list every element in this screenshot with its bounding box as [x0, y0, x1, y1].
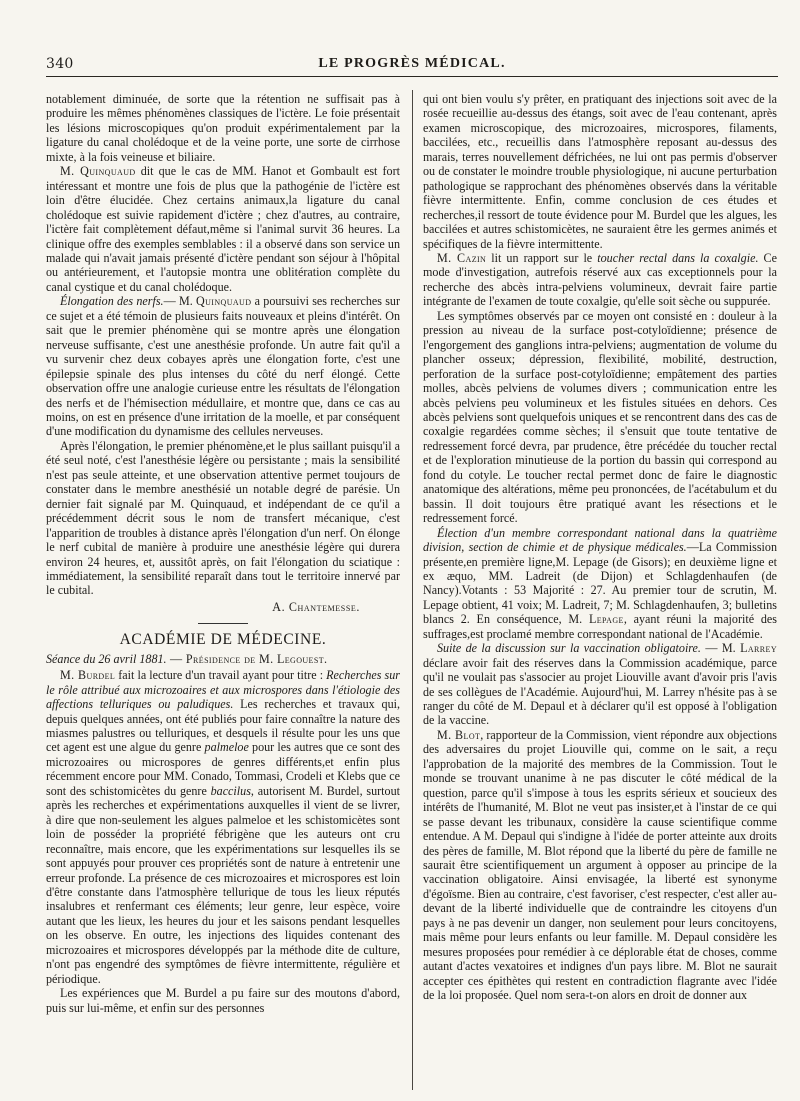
paragraph [46, 294, 400, 439]
paragraph-text: Ce mode d'investigation, autrefois réservé aux cas exceptionnels pour la recherche des abcès intra-pelviens volumineux, devrait faire partie intégrante de l'examen de toute coxalgie, qu'elle soit sèche ou suppurée. [423, 250, 777, 309]
paragraph: Après l'élongation, le premier phénomène,et le plus saillant puisqu'il a été seul noté, c'est l'anesthésie légère ou persistante ; mais la sensibilité n'est pas seule atteinte, et une observation attentive permet toujours de constater dans le membre anesthésié un notable degré de parésie. Un dernier fait signalé par M. Quinquaud, et indépendant de ce qu'il a précédemment décrit sous le nom de transfert mécanique, c'est l'apparition de troubles à distance après l'élongation d'un nerf. On élonge le nerf cubital de manière à produire une anesthésie légère qui durera environ 24 heures, et, aussitôt après, on fait l'élongation du sciatique : immédiatement, la sensibilité reparaît dans tout le territoire innervé par le cubital. [46, 438, 400, 598]
paragraph-text: dit que le cas de MM. Hanot et Gombault est fort intéressant et montre une fois de plus que la pathogénie de l'ictère est loin d'être élucidée. Chez certains animaux,la ligature du canal cholédoque est suivie rapidement d'ictère ; chez d'autres, au contraire, l'ictère fait complètement défaut,même si l'animal survit 36 heures. La clinique offre des exemples semblables : il a observé dans son service un malade qui n'avait jamais présenté d'ictère pendant son séjour à l'hôpital ou antérieurement, et l'autopsie montra une oblitération complète du canal cystique et du canal cholédoque. [46, 164, 400, 294]
speaker-name: M. Burdel [60, 668, 116, 683]
work-title: Recherches sur le rôle attribué aux microzoaires et aux microspores dans l'étiologie des affections telluriques ou paludiques. [46, 668, 400, 712]
session-line [46, 652, 400, 666]
page-number: 340 [46, 56, 74, 72]
paragraph: qui ont bien voulu s'y prêter, en pratiquant des injections soit avec de la rosée recueillie au-dessus des étangs, soit avec de l'eau contenant, après examen microscopique, des microzoaires, microspores, filaments, baccilées, etc., recueillis dans l'atmosphère reposant au-dessus des marais, terres nouvellement défrichées, ne lui ont pas permis d'observer ou de constater le moindre trouble physiologique, ni aucune perturbation pathologique se rapprochant des phénomènes observés dans la véritable fièvre intermittente. Enfin, comme conclusion de ces études et recherches,il ressort de toute évidence pour M. Burdel que les algues, les baccilées et autres schistomicètes, ne sauraient être les germes animés et spécifiques de la fièvre intermittente. [423, 92, 777, 251]
paragraph-text: , autorisent M. Burdel, surtout après les recherches et expérimentations auxquelles il vient de se livrer, à dire que non-seulement les algues palmeloe et les schistomicètes sont loin de posséder la propriété fébrigène que les auteurs ont cru reconnaître, mais encore, que les expérimentations sur lesquelles ils se sont appuyés pour prouver ces propriétés sont de nature à entretenir une erreur profonde. La présence de ces microzoaires et microspores est loin d'être constante dans l'atmosphère tellurique de tous les lieux réputés insalubres et renfermant ces éléments; leur genre, leur espèce, voire autant que les lieux, les heures du jour et les saisons pendant lesquelles on les observe. En outre, les injections des liquides contenant des microzoaires et microspores développés par la méthode dite de culture, n'ont pas engendré des symptômes de fièvre intermittente, régulière et périodique. [46, 783, 400, 986]
section-title: ACADÉMIE DE MÉDECINE. [119, 631, 327, 649]
genus-name: baccilus [210, 783, 251, 798]
paragraph: Les expériences que M. Burdel a pu faire sur des moutons d'abord, puis sur lui-même, et enfin sur des personnes [46, 986, 400, 1015]
paragraph-text: fait la lecture d'un travail ayant pour titre : [115, 668, 327, 683]
subheading: Suite de la discussion sur la vaccination obligatoire. [437, 641, 701, 656]
speaker-name: M. Blot [437, 727, 481, 742]
dash: — M. [163, 294, 196, 309]
page-header [46, 54, 778, 77]
subheading: Élection d'un membre correspondant national dans la quatrième division, section de chimie et de physique médicales. [423, 525, 777, 555]
section-divider [198, 623, 248, 624]
paragraph [423, 641, 777, 728]
paragraph-text: lit un rapport sur le [486, 250, 598, 265]
right-column [423, 92, 777, 1092]
paragraph-text: a poursuivi ses recherches sur ce sujet et a été témoin de plusieurs faits nouveaux et pleins d'intérêt. On sait que le premier phénomène qui se montre après une élongation nerveuse suffisante, c'est une anesthésie profonde. Un autre fait qu'il a vu survenir chez deux cobayes après une élongation forte, c'est une épilepsie spinale des plus intenses du côté du nerf élongé. Cette observation offre une analogie curieuse entre les résultats de l'élongation des nerfs et de l'hémisection médullaire, et montre que, dans ce cas au moins, on est en présence d'une irritation de la moelle, et par conséquent d'une modification du dynamisme des cellules nerveuses. [46, 294, 400, 439]
genus-name: palmeloe [204, 740, 249, 755]
session-date: Séance du 26 avril 1881. [46, 651, 167, 666]
left-column [46, 92, 400, 1092]
paragraph [423, 728, 777, 1003]
paragraph-text: , ayant réuni la majorité des suffrages,est proclamé membre correspondant national de l'Académie. [423, 612, 777, 641]
paragraph: Les symptômes observés par ce moyen ont consisté en : douleur à la pression au niveau de la surface post-cotyloïdienne; présence de l'engorgement des ganglions intra-pelviens; augmentation de volume du plancher osseux; dépression, flexibilité, mobilité, destruction, perforation de la surface post-cotyloïdienne; empâtement des parties molles, abcès pelviens de volumes divers ; communication entre les abcès pelviens peu volumineux et les fistules situées en dehors. Ces abcès pelviens sont quelquefois uniques et se rencontrent dans des cas de coxalgie regardées comme sèches; il s'ensuit que toute tentative de redressement forcé devra, par prudence, être précédée du toucher rectal et de l'exploration minutieuse de la portion du bassin qui correspond au fond du cotyle. Le toucher rectal permet donc de faire le diagnostic anatomique des altérations, même peu prononcées, de l'acétabulum et du bassin. Il doit toujours être pratiqué avant les résections et le redressement forcé. [423, 308, 777, 526]
report-title: toucher rectal dans la coxalgie. [597, 250, 759, 265]
speaker-name: M. Cazin [437, 250, 487, 265]
running-title: LE PROGRÈS MÉDICAL. [318, 56, 506, 71]
paragraph-text: , rapporteur de la Commission, vient répondre aux objections des adversaires du projet Liouville qui, comme on le sait, a reçu l'approbation de la majorité des membres de la Commission. Tout le monde se trouvant unanime à ne pas discuter le côté médical de la question, parce qu'il s'impose à tous les esprits sérieux et soucieux des intérêts de l'humanité, M. Blot ne veut pas insister,et à l'instar de ce qui se passe devant les tribunaux, considère la cause scientifique comme entendue. A M. Depaul qui s'indigne à l'idée de porter atteinte aux droits des pères de famille, M. Blot répond que la liberté du père de famille ne saurait être scientifiquement un argument à opposer au principe de la vaccination obligatoire. Ainsi envisagée, la liberté est synonyme d'égoïsme. Bien au contraire, c'est favoriser, c'est respecter, c'est aller au-devant de la liberté individuelle que de contraindre les citoyens d'un pays à ne pas devenir un danger, non seulement pour leurs concitoyens, mais même pour leurs enfants ou leur famille. M. Depaul considère les mesures proposées pour remédier à ce déplorable état de choses, comme autant d'actes vexatoires et indignes d'un pays libre. M. Blot ne saurait accepter ces épithètes qui restent en contradiction flagrante avec l'idée de la loi proposée. Quel nom sera-t-on alors en droit de donner aux [423, 727, 777, 1003]
paragraph [423, 526, 777, 642]
paragraph-text: pour les autres que ce sont des microzoaires ou microspores de genres différents,et enfin plus récemment encore pour MM. Conado, Tommasi, Crodeli et Klebs que ce sont des schistomicètes du genre [46, 740, 400, 798]
paragraph-text: Les recherches et travaux qui, depuis quelques années, ont été publiés pour faire connaître la nature des miasmes palustres ou telluriques, et desquels il résulte pour les uns que cet agent est une algue du genre [46, 697, 400, 755]
speaker-name: Larrey [740, 641, 777, 656]
subheading: Élongation des nerfs. [60, 294, 164, 309]
paragraph: notablement diminuée, de sorte que la rétention ne suffisait pas à produire les mêmes phénomènes classiques de l'ictère. Le foie présentait les lésions microscopiques qu'on produit expérimentalement par la ligature du canal cholédoque et de la veine porte, une sorte de cirrhose mixte, à la fois veineuse et biliaire. [46, 92, 400, 164]
paragraph [46, 164, 400, 294]
paragraph [46, 668, 400, 986]
dash: — M. [700, 641, 741, 656]
paragraph [423, 251, 777, 309]
signature-text: A. Chantemesse. [272, 599, 360, 614]
speaker-name: M. Quinquaud [60, 164, 136, 179]
paragraph-text: —La Commission présente,en première ligne,M. Lepage (de Gisors); en deuxième ligne et ex æquo, MM. Ladreit (de Dijon) et Schlagdenhaufen (de Nancy).Votants : 53 Majorité : 27. Au premier tour de scrutin, M. Lepage obtient, 41 voix; M. Ladreit, 7; M. Schlagdenhaufen, 3; bulletins blancs 2. En conséquence, M. [423, 540, 777, 627]
journal-page [46, 54, 778, 1089]
author-signature [46, 600, 400, 614]
speaker-name: Quinquaud [195, 294, 252, 309]
column-divider [412, 90, 413, 1090]
session-presidency: — Présidence de M. Legouest. [166, 651, 328, 666]
paragraph-text: déclare avoir fait des réserves dans la Commission académique, parce qu'il ne voulait pas s'associer au projet Liouville avant d'avoir pris l'avis de ses collègues de l'Académie. Aujourd'hui, M. Larrey n'hésite pas à se ranger du côté de M. Depaul et à déclarer qu'il est opposé à l'obligation de la vaccine. [423, 655, 777, 728]
speaker-name: Lepage [588, 612, 624, 627]
